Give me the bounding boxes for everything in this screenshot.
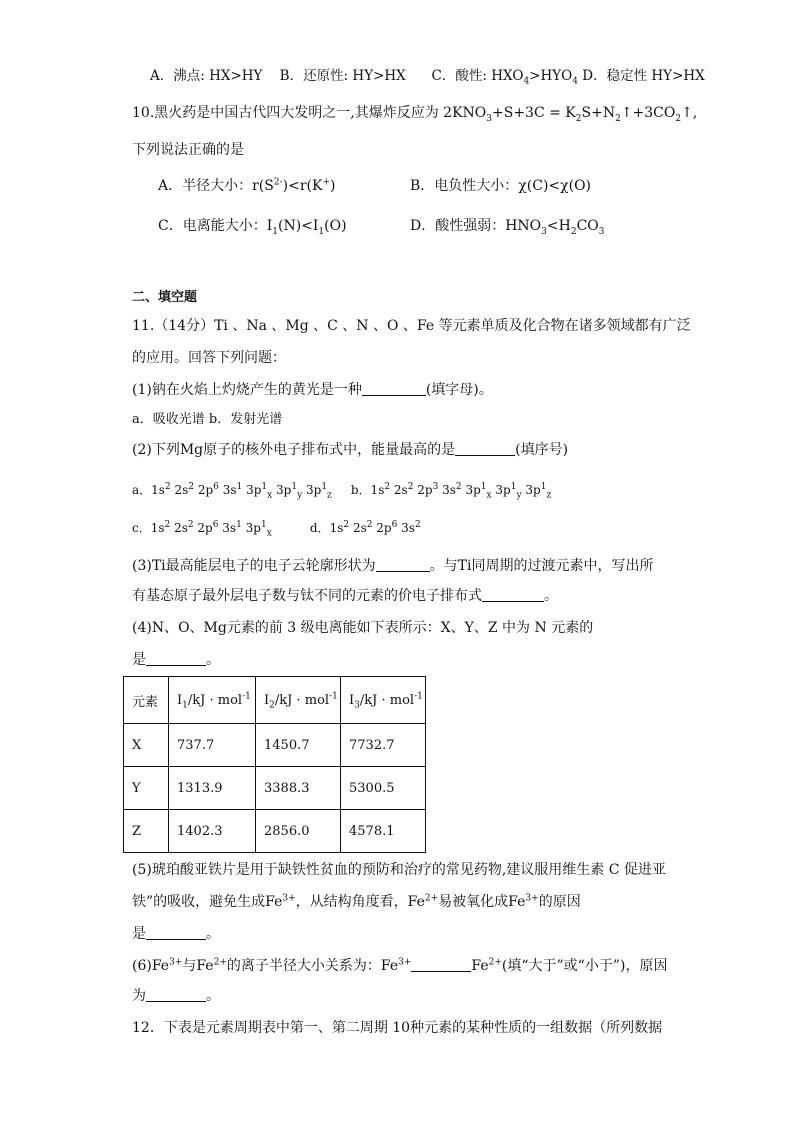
q11-part5-line3: 是 。 bbox=[132, 926, 220, 942]
q11-part3-line2: 有基态原子最外层电子数与钛不同的元素的价电子排布式 。 bbox=[132, 588, 558, 604]
table-header-row bbox=[124, 677, 426, 724]
q9-option-a: A．沸点: HX>HY bbox=[150, 68, 263, 84]
q11-stem-line1: 11.（14分）Ti 、Na 、Mg 、C 、N 、O 、Fe 等元素单质及化合物在诸多领域都有广泛 bbox=[132, 318, 691, 334]
q9-option-c: C．酸性: $HXO_4>HYO_4$ bbox=[431, 68, 578, 87]
q11-part5-line1: (5)琥珀酸亚铁片是用于缺铁性贫血的预防和治疗的常见药物,建议服用维生素 C 促进亚 bbox=[132, 862, 666, 878]
q10-option-c: C．电离能大小：$I_1(N)<I_1(O)$ bbox=[158, 218, 347, 237]
table-row bbox=[124, 724, 426, 767]
q11-part2-options-cd bbox=[132, 518, 421, 538]
q10-stem: 10.黑火药是中国古代四大发明之一,其爆炸反应为 $2KNO_3+S+3C$ = $K_2S+N_2↑+3CO_2↑$, bbox=[132, 105, 698, 124]
table-cell: 2856.0 bbox=[256, 810, 341, 853]
option-b: b．$1s^2$ $2s^2$ $2p^3$ $3s^2$ $3p^1_x$ $3p^1_y$ $3p^1_z$ bbox=[350, 482, 552, 501]
q11-part6-line2: 为 。 bbox=[132, 988, 220, 1004]
q10-option-d: D．酸性强弱：$HNO_3<H_2CO_3$ bbox=[410, 218, 605, 237]
q10-option-b: B．电负性大小：χ(C)<χ(O) bbox=[410, 178, 592, 194]
q11-part1: (1)钠在火焰上灼烧产生的黄光是一种 (填字母)。 bbox=[132, 382, 493, 398]
answer-blank[interactable] bbox=[376, 557, 430, 572]
table-cell: 1313.9 bbox=[169, 767, 256, 810]
table-cell: X bbox=[124, 724, 169, 767]
table-cell: 1450.7 bbox=[256, 724, 341, 767]
answer-blank[interactable] bbox=[146, 987, 206, 1002]
table-cell: 737.7 bbox=[169, 724, 256, 767]
option-c: c．$1s^2$ $2s^2$ $2p^6$ $3s^1$ $3p^1_x$ bbox=[132, 520, 272, 539]
answer-blank[interactable] bbox=[482, 587, 544, 602]
table-cell: 7732.7 bbox=[341, 724, 426, 767]
answer-blank[interactable] bbox=[146, 925, 206, 940]
section-title: 二、填空题 bbox=[132, 290, 198, 305]
q11-part4-line2: 是 。 bbox=[132, 652, 220, 668]
table-header-cell: 元素 bbox=[124, 677, 169, 724]
table-row bbox=[124, 810, 426, 853]
answer-blank[interactable] bbox=[146, 651, 206, 666]
q11-part3-line1: (3)Ti最高能层电子的电子云轮廓形状为 。与Ti同周期的过渡元素中，写出所 bbox=[132, 558, 654, 574]
table-row bbox=[124, 767, 426, 810]
table-cell: 1402.3 bbox=[169, 810, 256, 853]
table-header-cell: $I_2/kJ \cdot mol^{-1}$ bbox=[256, 677, 341, 724]
q11-part5-line2: 铁”的吸收，避免生成$Fe^{3+}$，从结构角度看，$Fe^{2+}$易被氧化成$Fe^{3+}$的原因 bbox=[132, 893, 581, 910]
table-cell: Y bbox=[124, 767, 169, 810]
table-cell: 4578.1 bbox=[341, 810, 426, 853]
q11-part1-options: a．吸收光谱 b．发射光谱 bbox=[132, 412, 283, 427]
q12-stem: 12．下表是元素周期表中第一、第二周期 10种元素的某种性质的一组数据（所列数据 bbox=[132, 1020, 663, 1036]
table-cell: 5300.5 bbox=[341, 767, 426, 810]
q9-options bbox=[150, 66, 705, 86]
q10-stem-line2: 下列说法正确的是 bbox=[132, 142, 244, 158]
table-header-cell: $I_1/kJ \cdot mol^{-1}$ bbox=[169, 677, 256, 724]
option-a: a．$1s^2$ $2s^2$ $2p^6$ $3s^1$ $3p^1_x$ $3p^1_y$ $3p^1_z$ bbox=[132, 482, 332, 501]
ionization-energy-table bbox=[123, 676, 426, 853]
answer-blank[interactable] bbox=[411, 957, 471, 972]
table-cell: Z bbox=[124, 810, 169, 853]
q11-part2-options-ab bbox=[132, 480, 551, 500]
q9-option-b: B．还原性: HY>HX bbox=[279, 68, 406, 84]
answer-blank[interactable] bbox=[455, 441, 515, 456]
q11-part4-line1: (4)N、O、Mg元素的前 3 级电离能如下表所示：X、Y、Z 中为 N 元素的 bbox=[132, 620, 594, 636]
table-header-cell: $I_3/kJ \cdot mol^{-1}$ bbox=[341, 677, 426, 724]
table-cell: 3388.3 bbox=[256, 767, 341, 810]
q9-option-d: D．稳定性 HY>HX bbox=[582, 68, 705, 84]
option-d: d．$1s^2$ $2s^2$ $2p^6$ $3s^2$ bbox=[309, 520, 421, 535]
q11-part2: (2)下列Mg原子的核外电子排布式中，能量最高的是 (填序号) bbox=[132, 442, 569, 458]
q11-part6-line1: $(6)Fe^{3+}$与$Fe^{2+}$的离子半径大小关系为：$Fe^{3+}$ $Fe^{2+}$(填“大于”或“小于”)，原因 bbox=[132, 957, 668, 974]
answer-blank[interactable] bbox=[362, 381, 426, 396]
q10-option-a: A．半径大小：$r(S^{2-})<r(K^+)$ bbox=[158, 177, 336, 194]
q11-stem-line2: 的应用。回答下列问题： bbox=[132, 350, 286, 366]
